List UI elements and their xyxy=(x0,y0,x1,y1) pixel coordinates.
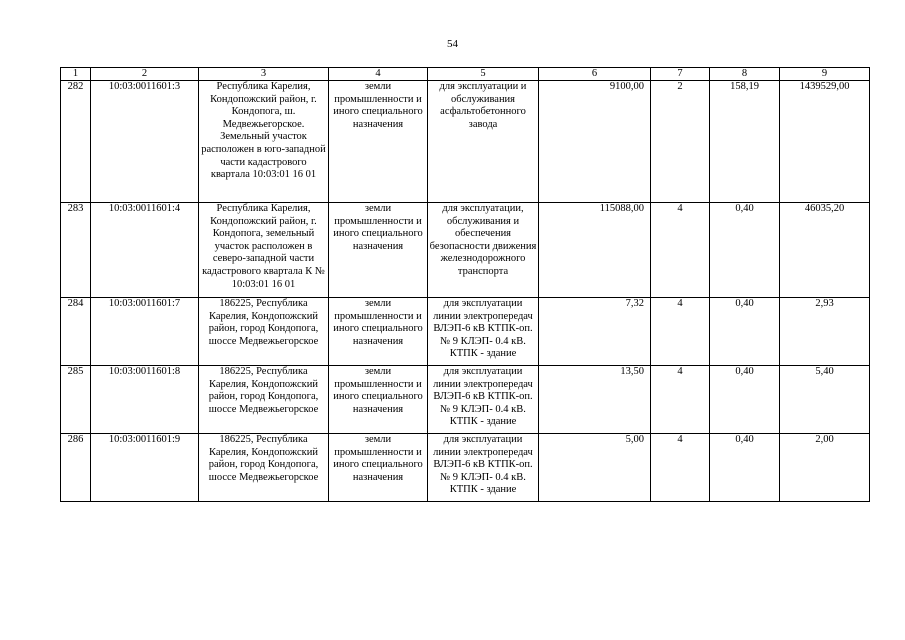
land-category: земли промышленности и иного специального назначения xyxy=(329,81,428,203)
header-col-7: 7 xyxy=(651,68,710,81)
plot-area: 7,32 xyxy=(539,298,651,366)
row-number: 285 xyxy=(61,366,91,434)
plot-address: Республика Карелия, Кондопожский район, г. Кондопога, ш. Медвежьегорское. Земельный участок расположен в юго-западной части кадастрового квартала 10:03:01 16 01 xyxy=(199,81,329,203)
col-8-value: 0,40 xyxy=(710,434,780,502)
land-category: земли промышленности и иного специального назначения xyxy=(329,434,428,502)
header-col-3: 3 xyxy=(199,68,329,81)
col-7-value: 4 xyxy=(651,366,710,434)
col-7-value: 2 xyxy=(651,81,710,203)
page-number: 54 xyxy=(447,38,458,50)
col-9-value: 2,93 xyxy=(780,298,870,366)
col-7-value: 4 xyxy=(651,434,710,502)
table-row xyxy=(61,81,870,203)
plot-area: 13,50 xyxy=(539,366,651,434)
permitted-use: для эксплуатации, обслуживания и обеспечения безопасности движения железнодорожного транспорта xyxy=(428,203,539,298)
plot-address: 186225, Республика Карелия, Кондопожский район, город Кондопога, шоссе Медвежьегорское xyxy=(199,298,329,366)
plot-address: 186225, Республика Карелия, Кондопожский район, город Кондопога, шоссе Медвежьегорское xyxy=(199,366,329,434)
col-8-value: 0,40 xyxy=(710,298,780,366)
cadastral-number: 10:03:0011601:3 xyxy=(91,81,199,203)
plot-area: 9100,00 xyxy=(539,81,651,203)
col-8-value: 158,19 xyxy=(710,81,780,203)
col-7-value: 4 xyxy=(651,203,710,298)
row-number: 282 xyxy=(61,81,91,203)
header-col-1: 1 xyxy=(61,68,91,81)
col-9-value: 5,40 xyxy=(780,366,870,434)
plot-area: 115088,00 xyxy=(539,203,651,298)
row-number: 286 xyxy=(61,434,91,502)
row-number: 283 xyxy=(61,203,91,298)
table-header xyxy=(61,68,870,81)
cadastral-number: 10:03:0011601:7 xyxy=(91,298,199,366)
table-body xyxy=(61,81,870,502)
col-9-value: 1439529,00 xyxy=(780,81,870,203)
table-row xyxy=(61,298,870,366)
header-col-8: 8 xyxy=(710,68,780,81)
row-number: 284 xyxy=(61,298,91,366)
cadastral-number: 10:03:0011601:4 xyxy=(91,203,199,298)
land-category: земли промышленности и иного специального назначения xyxy=(329,366,428,434)
col-9-value: 2,00 xyxy=(780,434,870,502)
cadastral-number: 10:03:0011601:9 xyxy=(91,434,199,502)
land-category: земли промышленности и иного специального назначения xyxy=(329,298,428,366)
header-col-4: 4 xyxy=(329,68,428,81)
table-row xyxy=(61,203,870,298)
col-8-value: 0,40 xyxy=(710,366,780,434)
table-row xyxy=(61,434,870,502)
plot-address: 186225, Республика Карелия, Кондопожский район, город Кондопога, шоссе Медвежьегорское xyxy=(199,434,329,502)
table-row xyxy=(61,366,870,434)
cadastral-number: 10:03:0011601:8 xyxy=(91,366,199,434)
plot-area: 5,00 xyxy=(539,434,651,502)
permitted-use: для эксплуатации и обслуживания асфальтобетонного завода xyxy=(428,81,539,203)
land-category: земли промышленности и иного специального назначения xyxy=(329,203,428,298)
col-8-value: 0,40 xyxy=(710,203,780,298)
header-col-2: 2 xyxy=(91,68,199,81)
permitted-use: для эксплуатации линии электропередач ВЛЭП-6 кВ КТПК-оп. № 9 КЛЭП- 0.4 кВ. КТПК - здание xyxy=(428,434,539,502)
header-col-9: 9 xyxy=(780,68,870,81)
plot-address: Республика Карелия, Кондопожский район, г. Кондопога, земельный участок расположен в северо-западной части кадастрового квартала К № 10:03:01 16 01 xyxy=(199,203,329,298)
header-row xyxy=(61,68,870,81)
permitted-use: для эксплуатации линии электропередач ВЛЭП-6 кВ КТПК-оп. № 9 КЛЭП- 0.4 кВ. КТПК - здание xyxy=(428,366,539,434)
land-plots-table xyxy=(60,67,870,502)
permitted-use: для эксплуатации линии электропередач ВЛЭП-6 кВ КТПК-оп. № 9 КЛЭП- 0.4 кВ. КТПК - здание xyxy=(428,298,539,366)
header-col-5: 5 xyxy=(428,68,539,81)
col-7-value: 4 xyxy=(651,298,710,366)
header-col-6: 6 xyxy=(539,68,651,81)
col-9-value: 46035,20 xyxy=(780,203,870,298)
